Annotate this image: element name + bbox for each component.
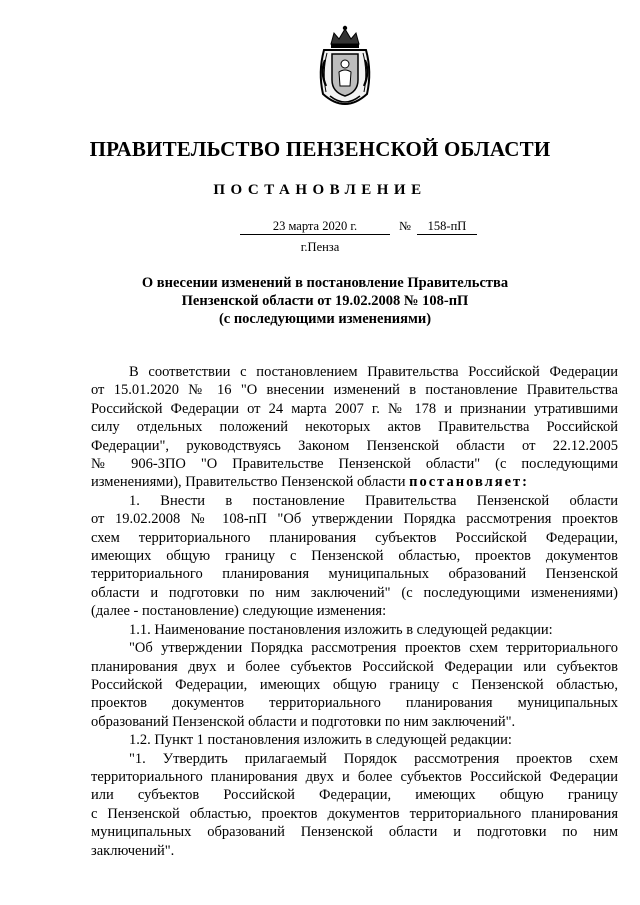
text-line: "Об утверждении Порядка рассмотрения проектов схем территориального [129,640,618,657]
text-line: Российской Федерации, имеющих общую границу с Пензенской областью, [91,676,618,693]
document-subject [120,274,530,328]
document-type: ПОСТАНОВЛЕНИЕ [213,182,427,198]
text-line: имеющих общую границу с Пензенской областью, проектов документов [91,548,618,565]
text-line: с Пензенской областью, проектов документов территориального планирования [91,805,618,822]
text-line: 1.2. Пункт 1 постановления изложить в следующей редакции: [129,732,512,749]
text-line: или субъектов Российской Федерации, имеющих общую границу [91,787,618,804]
text-line: от 19.02.2008 № 108-пП "Об утверждении Порядка рассмотрения проектов [91,511,618,528]
text-line: заключений". [91,842,175,859]
decrees-word: постановляет: [409,474,529,491]
text-line: Федерации", руководствуясь Законом Пензенской области от 22.12.2005 [91,437,618,454]
text-line: схем территориального планирования субъектов Российской Федерации, [91,529,618,546]
text-line: (далее - постановление) следующие изменения: [91,603,387,620]
text-line: проектов документов территориального планирования муниципальных [91,695,618,712]
document-number: 158-пП [417,219,477,235]
text-line: 1. Внести в постановление Правительства Пензенской области [129,492,618,509]
text-line: В соответствии с постановлением Правительства Российской Федерации [129,364,618,380]
coat-of-arms-emblem [314,24,376,108]
text-fragment: изменениями), Правительство Пензенской области [91,474,406,491]
text-line: № 906-ЗПО "О Правительстве Пензенской области" (с последующими [91,456,618,473]
document-body [91,363,618,860]
organization-title: ПРАВИТЕЛЬСТВО ПЕНЗЕНСКОЙ ОБЛАСТИ [89,137,551,161]
subject-line: О внесении изменений в постановление Правительства [141,275,509,291]
registration-line [0,219,640,239]
text-line: силу отдельных положений некоторых актов Правительства Российской [91,419,618,436]
subject-line: (с последующими изменениями) [218,311,432,327]
city: г.Пенза [300,240,340,254]
text-line [91,473,618,491]
text-line: территориального планирования двух и более субъектов Российской Федерации [91,768,618,785]
text-line: "1. Утвердить прилагаемый Порядок рассмотрения проектов схем [129,750,618,767]
subject-line: Пензенской области от 19.02.2008 № 108-пП [181,293,469,309]
text-line: области и подготовки по ним заключений" (с последующими изменениями) [91,584,618,601]
text-line: образований Пензенской области и подготовки по ним заключений". [91,713,516,730]
text-line: 1.1. Наименование постановления изложить в следующей редакции: [129,621,553,638]
text-line: муниципальных образований Пензенской области и подготовки по ним [91,824,618,841]
text-line: от 15.01.2020 № 16 "О внесении изменений в постановление Правительства [91,382,618,399]
text-line: Российской Федерации от 24 марта 2007 г. № 178 и признании утратившими [91,400,618,417]
text-line: планирования двух и более субъектов Российской Федерации или субъектов [91,658,618,675]
number-sign: № [399,219,411,233]
text-line: территориального планирования муниципальных образований Пензенской [91,566,618,583]
document-date: 23 марта 2020 г. [240,219,390,235]
